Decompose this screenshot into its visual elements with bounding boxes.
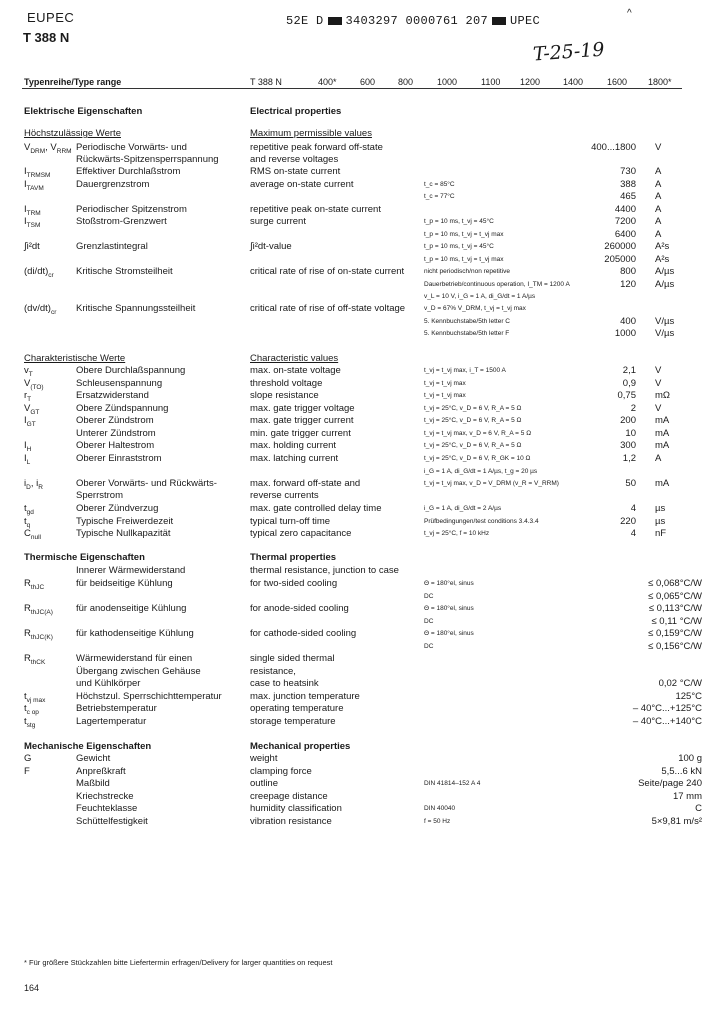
condition-cell: Prüfbedingungen/test conditions 3.4.3.4 — [424, 518, 539, 525]
condition-cell: DC — [424, 643, 434, 650]
german-cell: für beidseitige Kühlung — [76, 578, 173, 589]
german-cell: Obere Durchlaßspannung — [76, 365, 186, 376]
value-cell: 4 — [630, 528, 636, 539]
unit-cell: V — [655, 142, 662, 153]
english-cell: for anode-sided cooling — [250, 603, 349, 614]
table-row — [0, 503, 720, 515]
table-row — [0, 204, 720, 216]
english-cell: for two-sided cooling — [250, 578, 338, 589]
english-cell: surge current — [250, 216, 306, 227]
english-cell: max. junction temperature — [250, 691, 360, 702]
english-cell: critical rate of rise of off-state voltage — [250, 303, 406, 314]
table-row — [0, 565, 720, 577]
unit-cell: V — [655, 378, 662, 389]
german-cell: Oberer Zündverzug — [76, 503, 159, 514]
value-cell: – 40°C...+125°C — [632, 703, 702, 714]
condition-cell: t_p = 10 ms, t_vj = 45°C — [424, 218, 494, 225]
value-cell: 0,75 — [617, 390, 636, 401]
table-row — [0, 154, 720, 166]
value-cell: 5,5...6 kN — [661, 766, 702, 777]
english-cell: typical turn-off time — [250, 516, 331, 527]
condition-cell: i_G = 1 A, di_G/dt = 2 A/µs — [424, 505, 502, 512]
table-row — [0, 678, 720, 690]
condition-cell: v_L = 10 V, i_G = 1 A, di_G/dt = 1 A/µs — [424, 293, 536, 300]
type-range-value: 400* — [318, 77, 337, 87]
symbol-cell: $R_{thJC(A)}$ — [24, 603, 53, 616]
table-row — [0, 766, 720, 778]
type-range-value: 1200 — [520, 77, 541, 87]
unit-cell: A — [655, 229, 662, 240]
table-row — [0, 803, 720, 815]
german-cell: Kritische Spannungssteilheit — [76, 303, 196, 314]
english-cell: max. holding current — [250, 440, 337, 451]
table-row — [0, 703, 720, 715]
english-cell: clamping force — [250, 766, 312, 777]
value-cell: 17 mm — [672, 791, 702, 802]
table-row — [0, 316, 720, 328]
caret-mark: ^ — [627, 8, 632, 19]
unit-cell: µs — [655, 516, 666, 527]
table-row — [0, 266, 720, 278]
condition-cell: v_D = 67% V_DRM, t_vj = t_vj max — [424, 305, 526, 312]
value-cell: 6400 — [614, 229, 636, 240]
unit-cell: mA — [655, 415, 670, 426]
unit-cell: A/µs — [655, 279, 675, 290]
type-range-value: 800 — [398, 77, 414, 87]
condition-cell: t_vj = 25°C, v_D = 6 V, R_GK = 10 Ω — [424, 455, 531, 462]
section-heading-en: Characteristic values — [250, 353, 339, 364]
table-row — [0, 490, 720, 502]
condition-cell: t_vj = 25°C, f = 10 kHz — [424, 530, 490, 537]
english-cell: resistance, — [250, 666, 296, 677]
symbol-cell: $t_{stg}$ — [24, 716, 36, 729]
value-cell: 120 — [620, 279, 636, 290]
value-cell: 1,2 — [622, 453, 636, 464]
value-cell: 5×9,81 m/s² — [651, 816, 702, 827]
english-cell: RMS on-state current — [250, 166, 341, 177]
symbol-cell: $i_D$, $i_R$ — [24, 478, 43, 491]
table-row — [0, 378, 720, 390]
unit-cell: A²s — [655, 254, 670, 265]
type-range-label: Typenreihe/Type range — [24, 77, 122, 87]
condition-cell: t_c = 77°C — [424, 193, 455, 200]
table-row — [0, 229, 720, 241]
section-heading-de: Thermische Eigenschaften — [24, 552, 145, 563]
value-cell: 125°C — [675, 691, 702, 702]
condition-cell: t_c = 85°C — [424, 181, 455, 188]
unit-cell: A — [655, 453, 662, 464]
unit-cell: A — [655, 179, 662, 190]
unit-cell: A — [655, 166, 662, 177]
value-cell: 1000 — [614, 328, 636, 339]
value-cell: 400...1800 — [591, 142, 636, 153]
value-cell: ≤ 0,065°C/W — [648, 591, 702, 602]
table-row — [0, 353, 720, 365]
condition-cell: 5. Kennbuchstabe/5th letter C — [424, 318, 511, 325]
table-row — [0, 328, 720, 340]
english-cell: for cathode-sided cooling — [250, 628, 357, 639]
symbol-cell: $v_T$ — [24, 365, 33, 378]
german-cell: Oberer Zündstrom — [76, 415, 154, 426]
english-cell: max. on-state voltage — [250, 365, 341, 376]
table-row — [0, 528, 720, 540]
table-row — [0, 303, 720, 315]
table-row — [0, 791, 720, 803]
german-cell: Kritische Stromsteilheit — [76, 266, 173, 277]
unit-cell: A — [655, 204, 662, 215]
condition-cell: Dauerbetrieb/continuous operation, I_TM = 1200 A — [424, 281, 570, 288]
table-row — [0, 741, 720, 753]
table-row — [0, 254, 720, 266]
table-row — [0, 415, 720, 427]
symbol-cell: $I_{TSM}$ — [24, 216, 41, 229]
condition-cell: Θ = 180°el, sinus — [424, 580, 474, 587]
table-row — [0, 179, 720, 191]
unit-cell: mA — [655, 478, 670, 489]
value-cell: 4400 — [614, 204, 636, 215]
table-row — [0, 241, 720, 253]
condition-cell: f = 50 Hz — [424, 818, 451, 825]
english-cell: max. forward off-state and — [250, 478, 361, 489]
english-cell: weight — [250, 753, 278, 764]
value-cell: Seite/page 240 — [638, 778, 702, 789]
table-row — [0, 816, 720, 828]
table-row — [0, 552, 720, 564]
english-cell: case to heatsink — [250, 678, 319, 689]
table-row — [0, 428, 720, 440]
german-cell: Oberer Haltestrom — [76, 440, 155, 451]
table-row — [0, 753, 720, 765]
symbol-cell: $I_H$ — [24, 440, 32, 453]
unit-cell: nF — [655, 528, 667, 539]
condition-cell: Θ = 180°el, sinus — [424, 630, 474, 637]
value-cell: ≤ 0,159°C/W — [648, 628, 702, 639]
symbol-cell: $R_{thJC(K)}$ — [24, 628, 53, 641]
symbol-cell: $R_{thJC}$ — [24, 578, 45, 591]
section-heading-en: Thermal properties — [250, 552, 337, 563]
condition-cell: nicht periodisch/non repetitive — [424, 268, 510, 275]
german-cell: Oberer Vorwärts- und Rückwärts- — [76, 478, 217, 489]
unit-cell: mΩ — [655, 390, 671, 401]
english-cell: repetitive peak forward off-state — [250, 142, 383, 153]
symbol-cell: $V_{GT}$ — [24, 403, 40, 416]
english-cell: single sided thermal — [250, 653, 335, 664]
black-bar-icon — [492, 17, 506, 25]
german-cell: Feuchteklasse — [76, 803, 138, 814]
german-cell: Typische Nullkapazität — [76, 528, 171, 539]
value-cell: 0,02 °C/W — [658, 678, 702, 689]
symbol-cell: $C_{null}$ — [24, 528, 41, 541]
german-cell: für kathodenseitige Kühlung — [76, 628, 194, 639]
table-row — [0, 666, 720, 678]
section-heading-en: Electrical properties — [250, 106, 342, 117]
section-heading-de: Charakteristische Werte — [24, 353, 126, 364]
german-cell: Unterer Zündstrom — [76, 428, 156, 439]
symbol-cell: $I_{TRM}$ — [24, 204, 41, 217]
condition-cell: DIN 40040 — [424, 805, 456, 812]
symbol-cell: $(di/dt)_{cr}$ — [24, 266, 54, 279]
table-row — [0, 453, 720, 465]
table-row — [0, 403, 720, 415]
type-range-value: 1100 — [481, 77, 501, 87]
value-cell: 2,1 — [622, 365, 636, 376]
value-cell: 10 — [625, 428, 636, 439]
section-heading-de: Mechanische Eigenschaften — [24, 741, 152, 752]
code-right: 3403297 0000761 207 — [345, 14, 489, 28]
unit-cell: V — [655, 403, 662, 414]
value-cell: 388 — [620, 179, 636, 190]
table-row — [0, 106, 720, 118]
condition-cell: 5. Kennbuchstabe/5th letter F — [424, 330, 510, 337]
table-row — [0, 641, 720, 653]
unit-cell: V — [655, 365, 662, 376]
value-cell: 465 — [620, 191, 636, 202]
value-cell: ≤ 0,068°C/W — [648, 578, 702, 589]
german-cell: Stoßstrom-Grenzwert — [76, 216, 167, 227]
german-cell: Sperrstrom — [76, 490, 123, 501]
english-cell: storage temperature — [250, 716, 336, 727]
unit-cell: µs — [655, 503, 666, 514]
table-row — [0, 691, 720, 703]
german-cell: Typische Freiwerdezeit — [76, 516, 174, 527]
symbol-cell: $V_{(TO)}$ — [24, 378, 44, 391]
type-range-part: T 388 N — [250, 77, 282, 87]
symbol-cell: $I_L$ — [24, 453, 31, 466]
value-cell: 4 — [630, 503, 636, 514]
german-cell: Übergang zwischen Gehäuse — [76, 666, 201, 677]
symbol-cell: $r_T$ — [24, 390, 32, 403]
english-cell: average on-state current — [250, 179, 354, 190]
symbol-cell: $t_{gd}$ — [24, 503, 34, 516]
unit-cell: A — [655, 191, 662, 202]
value-cell: ≤ 0,11 °C/W — [651, 616, 702, 627]
scan-code-line — [286, 14, 540, 28]
english-cell: typical zero capacitance — [250, 528, 352, 539]
table-row — [0, 142, 720, 154]
type-range-rule — [22, 88, 682, 89]
value-cell: 730 — [620, 166, 636, 177]
value-cell: 50 — [625, 478, 636, 489]
german-cell: Gewicht — [76, 753, 111, 764]
english-cell: and reverse voltages — [250, 154, 339, 165]
table-row — [0, 716, 720, 728]
table-row — [0, 603, 720, 615]
english-cell: creepage distance — [250, 791, 328, 802]
section-heading-en: Maximum permissible values — [250, 128, 372, 139]
value-cell: 220 — [620, 516, 636, 527]
condition-cell: t_p = 10 ms, t_vj = 45°C — [424, 243, 494, 250]
english-cell: max. gate trigger voltage — [250, 403, 355, 414]
value-cell: 2 — [630, 403, 636, 414]
unit-cell: V/µs — [655, 328, 675, 339]
german-cell: Oberer Einraststrom — [76, 453, 162, 464]
code-brand: UPEC — [510, 14, 541, 28]
german-cell: Effektiver Durchlaßstrom — [76, 166, 181, 177]
value-cell: – 40°C...+140°C — [632, 716, 702, 727]
eupec-logo: EUPEC — [27, 10, 75, 25]
condition-cell: t_vj = 25°C, v_D = 6 V, R_A = 5 Ω — [424, 417, 522, 424]
table-row — [0, 279, 720, 291]
type-range-value: 1400 — [563, 77, 584, 87]
code-left: 52E D — [286, 14, 324, 28]
unit-cell: V/µs — [655, 316, 675, 327]
symbol-cell: $t_{vj max}$ — [24, 691, 46, 704]
handwritten-note: T-25-19 — [532, 38, 606, 66]
symbol-cell: $t_{c op}$ — [24, 703, 39, 716]
value-cell: 260000 — [604, 241, 636, 252]
german-cell: Periodische Vorwärts- und — [76, 142, 187, 153]
german-cell: Rückwärts-Spitzensperrspannung — [76, 154, 219, 165]
english-cell: max. gate trigger current — [250, 415, 354, 426]
english-cell: vibration resistance — [250, 816, 332, 827]
value-cell: 100 g — [678, 753, 702, 764]
german-cell: Ersatzwiderstand — [76, 390, 149, 401]
table-row — [0, 628, 720, 640]
table-row — [0, 778, 720, 790]
unit-cell: mA — [655, 440, 670, 451]
unit-cell: A — [655, 216, 662, 227]
condition-cell: DIN 41814–152 A 4 — [424, 780, 481, 787]
table-row — [0, 578, 720, 590]
german-cell: Anpreßkraft — [76, 766, 126, 777]
page-number: 164 — [24, 983, 40, 993]
german-cell: Dauergrenzstrom — [76, 179, 150, 190]
table-row — [0, 216, 720, 228]
table-row — [0, 191, 720, 203]
value-cell: 300 — [620, 440, 636, 451]
english-cell: humidity classification — [250, 803, 342, 814]
section-heading-en: Mechanical properties — [250, 741, 351, 752]
type-range-value: 1000 — [437, 77, 458, 87]
condition-cell: t_vj = t_vj max — [424, 392, 466, 399]
table-row — [0, 616, 720, 628]
german-cell: Betriebstemperatur — [76, 703, 157, 714]
table-row — [0, 390, 720, 402]
german-cell: Innerer Wärmewiderstand — [76, 565, 186, 576]
symbol-cell: $I_{TAVM}$ — [24, 179, 44, 192]
symbol-cell: $R_{thCK}$ — [24, 653, 46, 666]
english-cell: max. latching current — [250, 453, 339, 464]
english-cell: critical rate of rise of on-state current — [250, 266, 405, 277]
german-cell: Schüttelfestigkeit — [76, 816, 148, 827]
table-row — [0, 291, 720, 303]
table-row — [0, 653, 720, 665]
german-cell: Obere Zündspannung — [76, 403, 169, 414]
value-cell: 0,9 — [622, 378, 636, 389]
condition-cell: t_vj = t_vj max — [424, 380, 466, 387]
symbol-cell: $t_q$ — [24, 516, 31, 529]
condition-cell: Θ = 180°el, sinus — [424, 605, 474, 612]
german-cell: Höchstzul. Sperrschichttemperatur — [76, 691, 222, 702]
footnote: * Für größere Stückzahlen bitte Liefertermin erfragen/Delivery for larger quantities on request — [24, 958, 333, 967]
type-range-value: 600 — [360, 77, 376, 87]
value-cell: ≤ 0,156°C/W — [648, 641, 702, 652]
unit-cell: mA — [655, 428, 670, 439]
english-cell: repetitive peak on-state current — [250, 204, 381, 215]
condition-cell: t_vj = 25°C, v_D = 6 V, R_A = 5 Ω — [424, 442, 522, 449]
german-cell: Lagertemperatur — [76, 716, 147, 727]
english-cell: max. gate controlled delay time — [250, 503, 382, 514]
value-cell: 800 — [620, 266, 636, 277]
german-cell: Wärmewiderstand für einen — [76, 653, 193, 664]
table-row — [0, 128, 720, 140]
condition-cell: i_G = 1 A, di_G/dt = 1 A/µs, t_g = 20 µs — [424, 468, 538, 475]
table-row — [0, 516, 720, 528]
table-row — [0, 440, 720, 452]
german-cell: Periodischer Spitzenstrom — [76, 204, 187, 215]
condition-cell: DC — [424, 618, 434, 625]
symbol-cell: G — [24, 753, 32, 764]
black-bar-icon — [328, 17, 342, 25]
german-cell: Maßbild — [76, 778, 110, 789]
symbol-cell: $I_{GT}$ — [24, 415, 36, 428]
symbol-cell: $I_{TRMSM}$ — [24, 166, 51, 179]
section-heading-de: Höchstzulässige Werte — [24, 128, 121, 139]
table-row — [0, 466, 720, 478]
table-row — [0, 591, 720, 603]
symbol-cell: $(dv/dt)_{cr}$ — [24, 303, 57, 316]
table-row — [0, 166, 720, 178]
english-cell: slope resistance — [250, 390, 319, 401]
symbol-cell: $V_{DRM}$, $V_{RRM}$ — [24, 142, 72, 155]
symbol-cell: F — [24, 766, 30, 777]
german-cell: Schleusenspannung — [76, 378, 163, 389]
condition-cell: t_p = 10 ms, t_vj = t_vj max — [424, 231, 504, 238]
value-cell: 200 — [620, 415, 636, 426]
condition-cell: DC — [424, 593, 434, 600]
table-row — [0, 478, 720, 490]
type-range-value: 1600 — [607, 77, 628, 87]
value-cell: 7200 — [614, 216, 636, 227]
value-cell: 400 — [620, 316, 636, 327]
unit-cell: A²s — [655, 241, 670, 252]
german-cell: Grenzlastintegral — [76, 241, 148, 252]
german-cell: Kriechstrecke — [76, 791, 134, 802]
english-cell: outline — [250, 778, 278, 789]
symbol-cell: ∫i²dt — [24, 241, 40, 252]
english-cell: operating temperature — [250, 703, 344, 714]
unit-cell: A/µs — [655, 266, 675, 277]
condition-cell: t_p = 10 ms, t_vj = t_vj max — [424, 256, 504, 263]
english-cell: min. gate trigger current — [250, 428, 351, 439]
part-title: T 388 N — [23, 30, 70, 45]
value-cell: 205000 — [604, 254, 636, 265]
table-row — [0, 365, 720, 377]
condition-cell: t_vj = t_vj max, v_D = 6 V, R_A = 5 Ω — [424, 430, 532, 437]
german-cell: und Kühlkörper — [76, 678, 141, 689]
condition-cell: t_vj = t_vj max, v_D = V_DRM (v_R = V_RRM) — [424, 480, 559, 487]
condition-cell: t_vj = 25°C, v_D = 6 V, R_A = 5 Ω — [424, 405, 522, 412]
section-heading-de: Elektrische Eigenschaften — [24, 106, 143, 117]
german-cell: für anodenseitige Kühlung — [76, 603, 187, 614]
value-cell: C — [695, 803, 702, 814]
english-cell: thermal resistance, junction to case — [250, 565, 399, 576]
type-range-value: 1800* — [648, 77, 672, 87]
english-cell: ∫i²dt-value — [250, 241, 292, 252]
english-cell: threshold voltage — [250, 378, 323, 389]
english-cell: reverse currents — [250, 490, 319, 501]
condition-cell: t_vj = t_vj max, i_T = 1500 A — [424, 367, 506, 374]
value-cell: ≤ 0,113°C/W — [648, 603, 702, 614]
